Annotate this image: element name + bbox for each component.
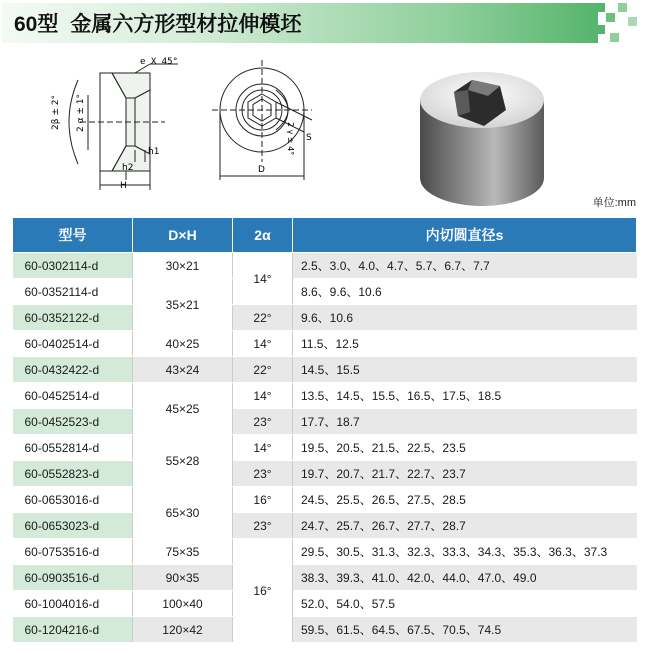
cell-model: 60-0452514-d — [13, 383, 133, 409]
S-label: S — [306, 133, 312, 143]
cell-dh: 90×35 — [133, 565, 233, 591]
table-row — [13, 539, 637, 565]
cell-values: 9.6、10.6 — [293, 305, 637, 331]
title-model: 60型 — [14, 13, 59, 36]
alpha-label: 2 α ± 1° — [76, 93, 86, 132]
cell-values: 24.5、25.5、26.5、27.5、28.5 — [293, 487, 637, 513]
cell-angle: 14° — [233, 253, 293, 305]
header-dh: D×H — [133, 218, 233, 253]
specs-table — [12, 217, 637, 643]
cell-values: 19.7、20.7、21.7、22.7、23.7 — [293, 461, 637, 487]
cell-dh: 65×30 — [133, 487, 233, 539]
cell-values: 24.7、25.7、26.7、27.7、28.7 — [293, 513, 637, 539]
cell-model: 60-0402514-d — [13, 331, 133, 357]
cell-angle: 14° — [233, 383, 293, 409]
D-label: D — [258, 165, 265, 175]
title-name: 金属六方形型材拉伸模坯 — [70, 13, 302, 36]
cell-values: 52.0、54.0、57.5 — [293, 591, 637, 617]
table-header-row — [13, 218, 637, 253]
cell-model: 60-0653023-d — [13, 513, 133, 539]
cell-model: 60-0753516-d — [13, 539, 133, 565]
cell-angle: 22° — [233, 357, 293, 383]
cell-dh: 45×25 — [133, 383, 233, 435]
unit-label: 单位:mm — [592, 197, 636, 209]
cell-dh: 30×21 — [133, 253, 233, 279]
technical-drawings — [0, 50, 650, 210]
beta-label: 2β ± 2° — [51, 95, 61, 130]
cell-dh: 35×21 — [133, 279, 233, 331]
title-decoration — [596, 3, 646, 43]
table-row — [13, 617, 637, 643]
cell-dh: 75×35 — [133, 539, 233, 565]
table-row — [13, 591, 637, 617]
table-row — [13, 565, 637, 591]
cell-model: 60-0302114-d — [13, 253, 133, 279]
top-view-drawing — [212, 60, 312, 180]
table-row — [13, 305, 637, 331]
cell-model: 60-0552814-d — [13, 435, 133, 461]
cell-values: 11.5、12.5 — [293, 331, 637, 357]
h1-label: h1 — [148, 147, 160, 157]
cell-model: 60-1204216-d — [13, 617, 133, 643]
cell-model: 60-0352122-d — [13, 305, 133, 331]
cell-angle: 16° — [233, 487, 293, 513]
cell-model: 60-1004016-d — [13, 591, 133, 617]
h2-label: h2 — [122, 163, 134, 173]
cell-angle: 23° — [233, 461, 293, 487]
table-row — [13, 357, 637, 383]
page-title — [14, 8, 301, 38]
cell-dh: 40×25 — [133, 331, 233, 357]
cell-dh: 55×28 — [133, 435, 233, 487]
table-row — [13, 513, 637, 539]
table-row — [13, 279, 637, 305]
cell-model: 60-0552823-d — [13, 461, 133, 487]
die-blank-3d-render — [420, 72, 544, 206]
cell-values: 38.3、39.3、41.0、42.0、44.0、47.0、49.0 — [293, 565, 637, 591]
cell-angle: 22° — [233, 305, 293, 331]
cell-dh: 43×24 — [133, 357, 233, 383]
chamfer-label: e X 45° — [140, 57, 178, 67]
H-label: H — [120, 181, 127, 191]
gamma-label: 2 γ ± 4° — [286, 122, 295, 156]
header-model: 型号 — [13, 218, 133, 253]
cell-values: 8.6、9.6、10.6 — [293, 279, 637, 305]
cell-dh: 100×40 — [133, 591, 233, 617]
cell-angle: 23° — [233, 513, 293, 539]
table-row — [13, 331, 637, 357]
header-angle: 2α — [233, 218, 293, 253]
cell-model: 60-0432422-d — [13, 357, 133, 383]
title-bar — [2, 3, 598, 43]
cell-values: 17.7、18.7 — [293, 409, 637, 435]
cell-dh: 120×42 — [133, 617, 233, 643]
cell-angle: 23° — [233, 409, 293, 435]
cell-values: 59.5、61.5、64.5、67.5、70.5、74.5 — [293, 617, 637, 643]
table-row — [13, 461, 637, 487]
cell-values: 2.5、3.0、4.0、4.7、5.7、6.7、7.7 — [293, 253, 637, 279]
table-row — [13, 253, 637, 279]
table-row — [13, 487, 637, 513]
table-row — [13, 409, 637, 435]
cell-model: 60-0653016-d — [13, 487, 133, 513]
cell-angle: 16° — [233, 539, 293, 643]
cell-values: 29.5、30.5、31.3、32.3、33.3、34.3、35.3、36.3、37.3 — [293, 539, 637, 565]
cell-model: 60-0903516-d — [13, 565, 133, 591]
cell-angle: 14° — [233, 435, 293, 461]
table-row — [13, 435, 637, 461]
table-row — [13, 383, 637, 409]
cell-angle: 14° — [233, 331, 293, 357]
header-values: 内切圆直径s — [293, 218, 637, 253]
cell-values: 14.5、15.5 — [293, 357, 637, 383]
cell-model: 60-0452523-d — [13, 409, 133, 435]
cell-values: 13.5、14.5、15.5、16.5、17.5、18.5 — [293, 383, 637, 409]
cell-model: 60-0352114-d — [13, 279, 133, 305]
cell-values: 19.5、20.5、21.5、22.5、23.5 — [293, 435, 637, 461]
